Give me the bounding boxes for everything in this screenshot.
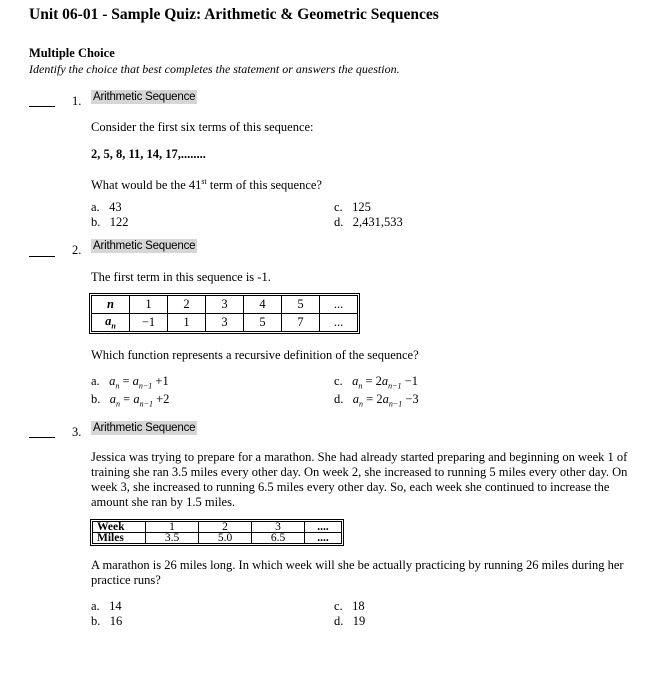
table-cell: 1 <box>168 314 206 332</box>
instructions: Identify the choice that best completes the statement or answers the question. <box>29 62 400 76</box>
row-label-week: Week <box>93 522 146 533</box>
table-cell: 5 <box>244 314 282 332</box>
week-miles-table <box>92 521 342 544</box>
question-prompt: A marathon is 26 miles long. In which week will she be actually practicing by running 26 miles during her practice runs? <box>91 558 624 587</box>
row-label-miles: Miles <box>93 533 146 544</box>
answer-blank-q1[interactable] <box>29 106 55 107</box>
topic-tag: Arithmetic Sequence <box>93 91 196 103</box>
table-cell: −1 <box>130 314 168 332</box>
table-cell: 3 <box>252 522 305 533</box>
choice-c[interactable]: c. 18 <box>334 599 365 613</box>
choice-a[interactable]: a. 14 <box>91 599 122 613</box>
question-intro: The first term in this sequence is -1. <box>91 270 271 284</box>
table-cell: 4 <box>244 296 282 314</box>
choice-b[interactable]: b. $a_n = a_{n-1} +2$ <box>91 392 170 409</box>
question-prompt: Which function represents a recursive definition of the sequence? <box>91 348 419 362</box>
topic-tag: Arithmetic Sequence <box>93 240 196 252</box>
table-row <box>92 296 358 314</box>
table-cell: 3.5 <box>146 533 199 544</box>
question-intro: Consider the first six terms of this sequence: <box>91 120 314 134</box>
table-cell: 3 <box>206 296 244 314</box>
answer-blank-q2[interactable] <box>29 256 55 257</box>
choice-c[interactable]: c. $a_n = 2a_{n-1} -1$ <box>334 374 418 391</box>
choice-a[interactable]: a. $a_n = a_{n-1} +1$ <box>91 374 169 391</box>
table-cell: 1 <box>146 522 199 533</box>
table-cell: 7 <box>282 314 320 332</box>
table-row <box>93 522 342 533</box>
choice-a[interactable]: a. 43 <box>91 200 122 214</box>
section-heading: Multiple Choice <box>29 46 115 60</box>
row-label-n: n <box>92 296 130 314</box>
question-prompt: What would be the 41st term of this sequence? <box>91 177 322 193</box>
page-title: Unit 06-01 - Sample Quiz: Arithmetic & Geometric Sequences <box>29 6 439 23</box>
topic-tag: Arithmetic Sequence <box>93 422 196 434</box>
choice-d[interactable]: d. 2,431,533 <box>334 215 403 229</box>
table-cell: 6.5 <box>252 533 305 544</box>
choice-d[interactable]: d. $a_n = 2a_{n-1} -3$ <box>334 392 419 409</box>
table-cell: .... <box>305 522 342 533</box>
answer-blank-q3[interactable] <box>29 437 55 438</box>
table-cell: 5 <box>282 296 320 314</box>
question-number: 2. <box>72 243 82 257</box>
choice-b[interactable]: b. 16 <box>91 614 123 628</box>
choice-d[interactable]: d. 19 <box>334 614 366 628</box>
table-row <box>92 314 358 332</box>
table-cell: .... <box>305 533 342 544</box>
table-cell: 3 <box>206 314 244 332</box>
table-cell: ... <box>320 296 358 314</box>
table-cell: 2 <box>199 522 252 533</box>
table-cell: 1 <box>130 296 168 314</box>
question-intro: Jessica was trying to prepare for a marathon. She had already started preparing and beginning on week 1 of training she ran 3.5 miles every other day. On week 2, she increased to running 5 miles every other day. On week 3, she increased to running 6.5 miles every other day. So, each week she continued to increase the amount she ran by 1.5 miles. <box>91 450 628 509</box>
question-number: 1. <box>72 94 82 108</box>
sequence-terms: 2, 5, 8, 11, 14, 17,........ <box>91 147 206 161</box>
table-row <box>93 533 342 544</box>
table-cell: 5.0 <box>199 533 252 544</box>
table-cell: ... <box>320 314 358 332</box>
table-cell: 2 <box>168 296 206 314</box>
choice-c[interactable]: c. 125 <box>334 200 371 214</box>
choice-b[interactable]: b. 122 <box>91 215 129 229</box>
row-label-a: $a_n$ <box>92 314 130 332</box>
question-number: 3. <box>72 425 82 439</box>
sequence-table <box>91 295 358 332</box>
